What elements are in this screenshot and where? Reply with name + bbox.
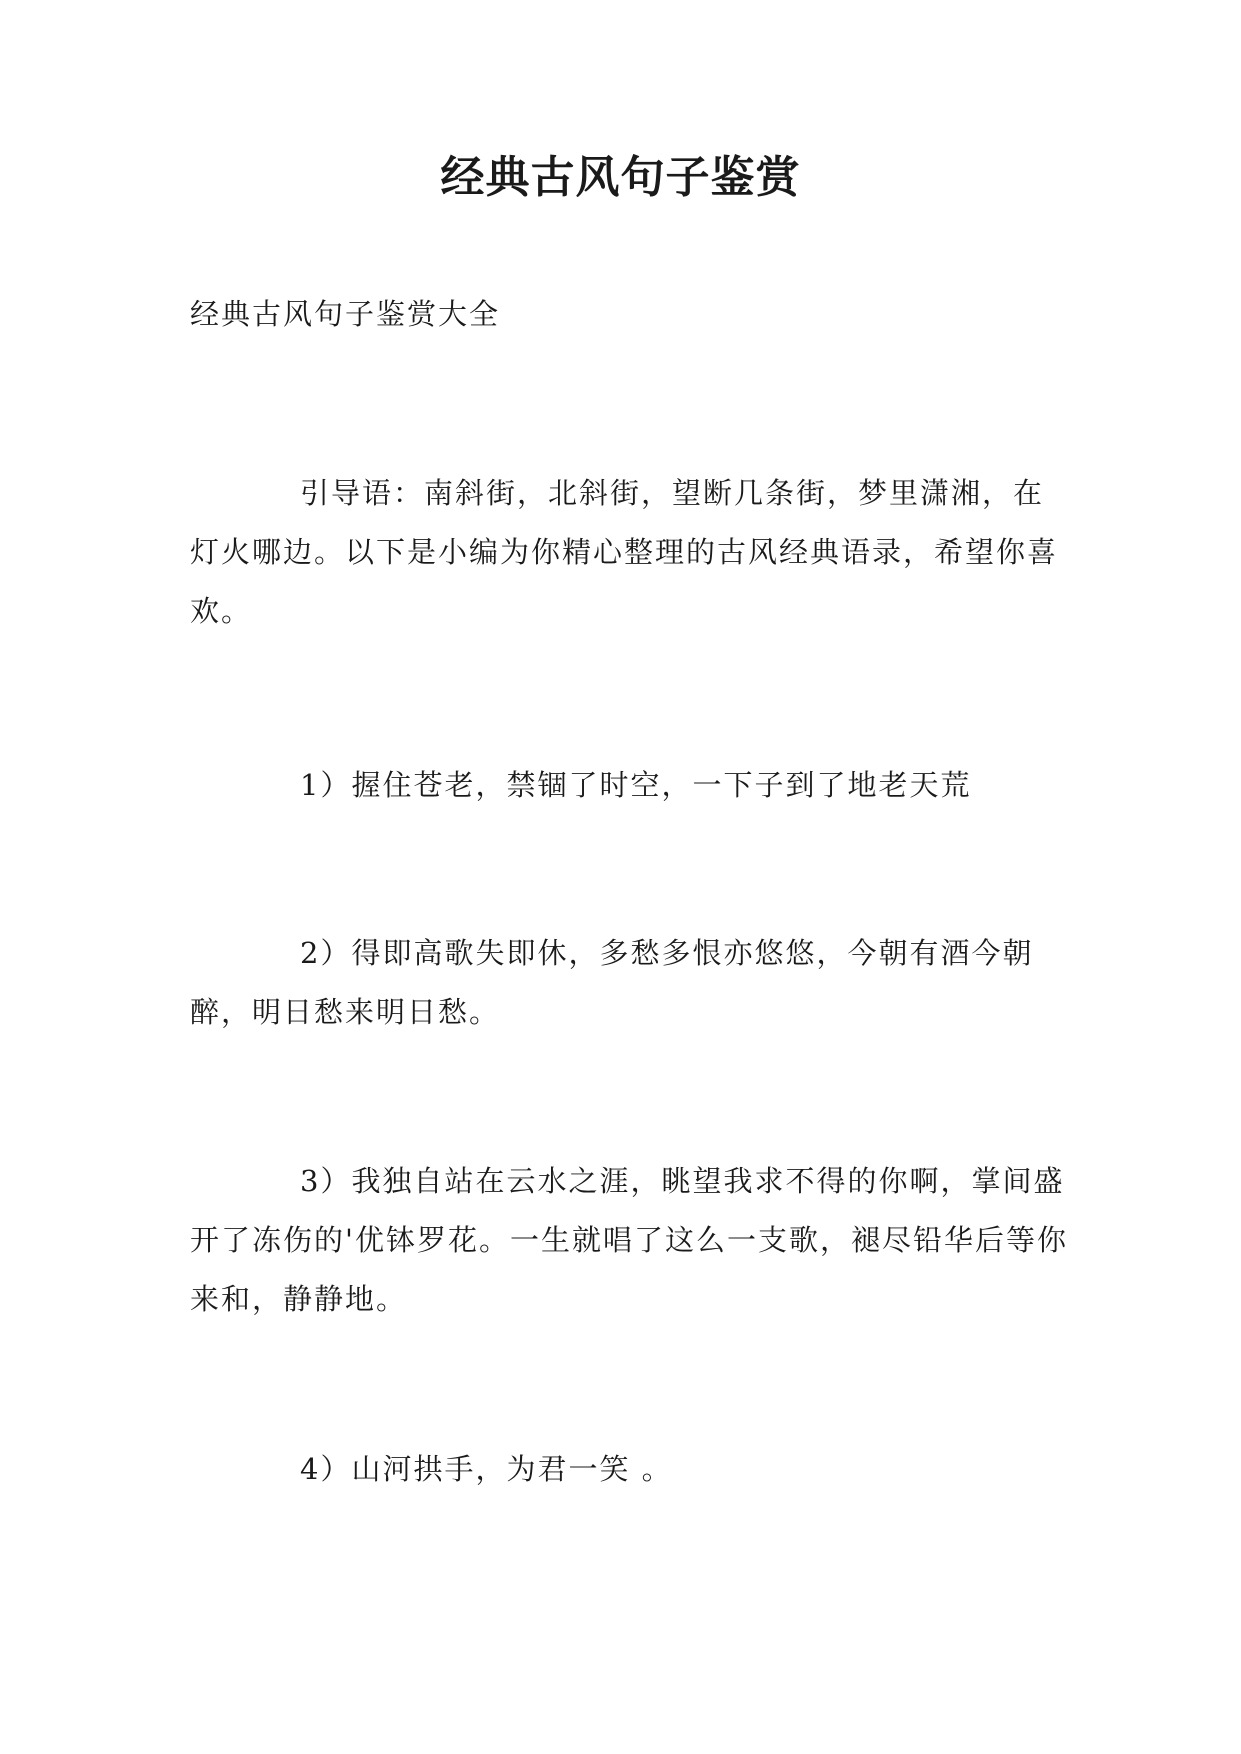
document-subtitle: 经典古风句子鉴赏大全 bbox=[190, 297, 501, 331]
quote-item-4: 4）山河拱手，为君一笑 。 bbox=[300, 1452, 673, 1486]
intro-paragraph: 引导语：南斜街，北斜街，望断几条街，梦里潇湘，在灯火哪边。以下是小编为你精心整理的古风经典语录，希望你喜欢。 bbox=[190, 476, 1059, 628]
document-title: 经典古风句子鉴赏 bbox=[440, 152, 801, 203]
quote-item-1: 1）握住苍老，禁锢了时空，一下子到了地老天荒 bbox=[300, 768, 972, 802]
quote-item-2: 2）得即高歌失即休，多愁多恨亦悠悠，今朝有酒今朝醉，明日愁来明日愁。 bbox=[190, 936, 1034, 1029]
quote-item-3: 3）我独自站在云水之涯，眺望我求不得的你啊，掌间盛开了冻伤的'优钵罗花。一生就唱了这么一支歌，褪尽铅华后等你来和，静静地。 bbox=[190, 1164, 1068, 1316]
